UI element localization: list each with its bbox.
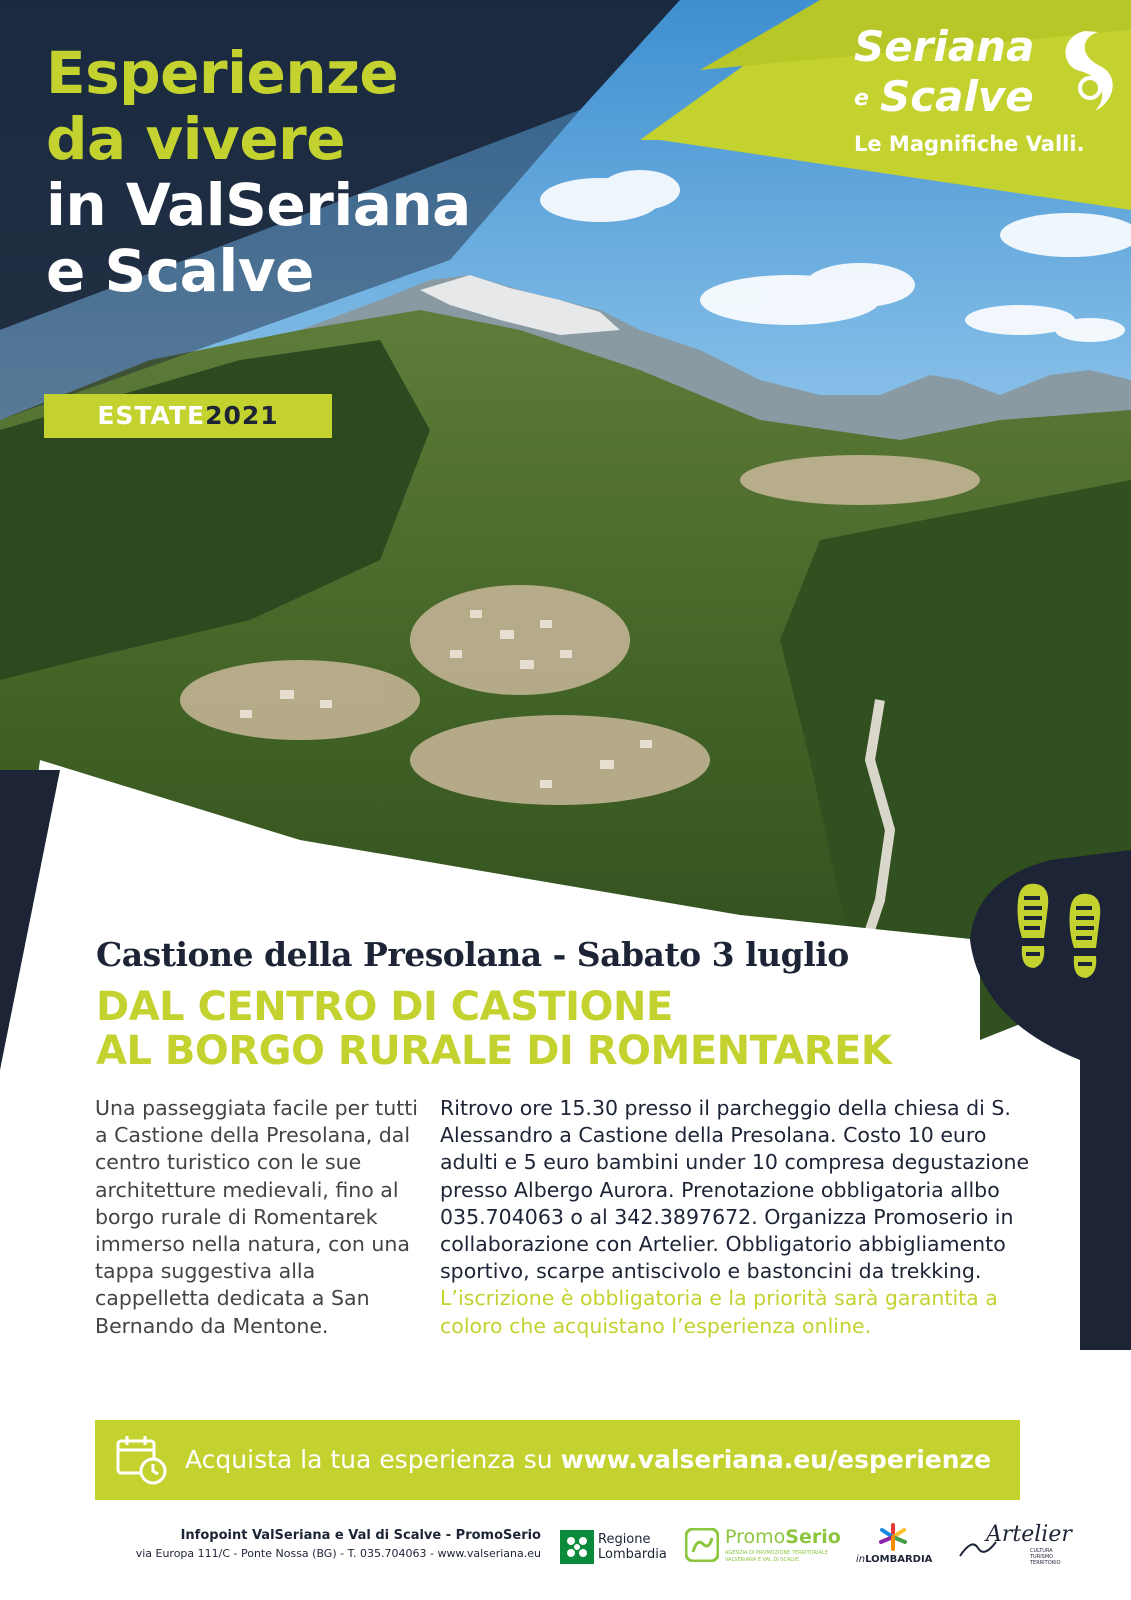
artelier-sub-2: TURISMO (1030, 1554, 1054, 1560)
artelier-flourish-icon (958, 1536, 998, 1560)
event-title (96, 985, 891, 1073)
headline-line-2: da vivere (46, 105, 346, 173)
promoserio-icon (685, 1528, 719, 1562)
footer-address-block (136, 1528, 541, 1560)
event-info-highlight: L’iscrizione è obbligatoria e la priorità sarà garantita a coloro che acquistano l’esperienza online. (440, 1286, 998, 1338)
regione-text-2: Lombardia (598, 1547, 667, 1562)
brand-name-top: Seriana (854, 22, 1035, 71)
inlombardia-logo (848, 1522, 938, 1570)
calendar-clock-icon (115, 1433, 169, 1487)
footer-infopoint: Infopoint ValSeriana e Val di Scalve - PromoSerio (180, 1528, 541, 1543)
inlombardia-text-a: in (856, 1554, 866, 1565)
season-badge (44, 394, 332, 438)
event-info (440, 1095, 1040, 1340)
brand-name-bottom: Scalve (880, 72, 1034, 121)
footprints-icon (1008, 880, 1118, 990)
headline-line-1: Esperienze (46, 39, 399, 107)
artelier-logo (958, 1522, 1072, 1570)
regione-lombardia-logo (560, 1528, 678, 1568)
regione-lombardia-icon (560, 1530, 594, 1564)
event-description: Una passeggiata facile per tutti a Castione della Presolana, dal centro turistico con le sue architetture medievali, fino al borgo rurale di Romentarek immerso nella natura, con una tappa suggestiva alla cappelletta dedicata a San Bernando da Mentone. (95, 1096, 418, 1338)
event-subtitle: Castione della Presolana - Sabato 3 luglio (96, 935, 849, 974)
inlombardia-text-b: LOMBARDIA (865, 1554, 933, 1565)
artelier-sub-3: TERRITORIO (1030, 1560, 1061, 1566)
headline-line-3: in ValSeriana (46, 171, 471, 239)
footer-address: via Europa 111/C - Ponte Nossa (BG) - T. 035.704063 - www.valseriana.eu (135, 1547, 541, 1560)
event-info-text: Ritrovo ore 15.30 presso il parcheggio della chiesa di S. Alessandro a Castione della Presolana. Costo 10 euro adulti e 5 euro bambini under 10 compresa degustazione presso Albergo Aurora. Prenotazione obbligatoria allbo 035.704063 o al 342.3897672. Organizza Promoserio in collaborazione con Artelier. Obbligatorio abbigliamento sportivo, scarpe antiscivolo e bastoncini da trekking. (440, 1096, 1030, 1284)
season-label: ESTATE (97, 401, 206, 430)
purchase-banner[interactable] (95, 1420, 1020, 1500)
regione-text-1: Regione (598, 1532, 651, 1547)
promoserio-sub-2: VALSERIANA E VAL DI SCALVE (725, 1557, 800, 1563)
brand-swirl-icon (1050, 26, 1120, 116)
brand-conjunction: e (854, 86, 869, 111)
season-year: 2021 (205, 401, 279, 430)
headline-line-4: e Scalve (46, 237, 314, 305)
promoserio-text-a: Promo (725, 1526, 786, 1548)
inlombardia-star-icon (876, 1522, 910, 1552)
event-title-line-1: DAL CENTRO DI CASTIONE (96, 984, 673, 1030)
promoserio-logo (685, 1526, 841, 1570)
event-title-line-2: AL BORGO RURALE DI ROMENTAREK (96, 1028, 892, 1074)
cta-text: Acquista la tua esperienza su (185, 1445, 553, 1474)
promoserio-sub-1: AGENZIA DI PROMOZIONE TERRITORIALE (725, 1550, 828, 1556)
headline (46, 40, 471, 304)
cta-url-link[interactable]: www.valseriana.eu/esperienze (560, 1445, 992, 1474)
brand-tagline: Le Magnifiche Valli. (854, 132, 1085, 156)
artelier-sub-1: CULTURA (1030, 1548, 1053, 1554)
brand-logo (850, 22, 1120, 172)
artelier-text: Artelier (986, 1522, 1072, 1547)
promoserio-text-b: Serio (785, 1526, 841, 1548)
